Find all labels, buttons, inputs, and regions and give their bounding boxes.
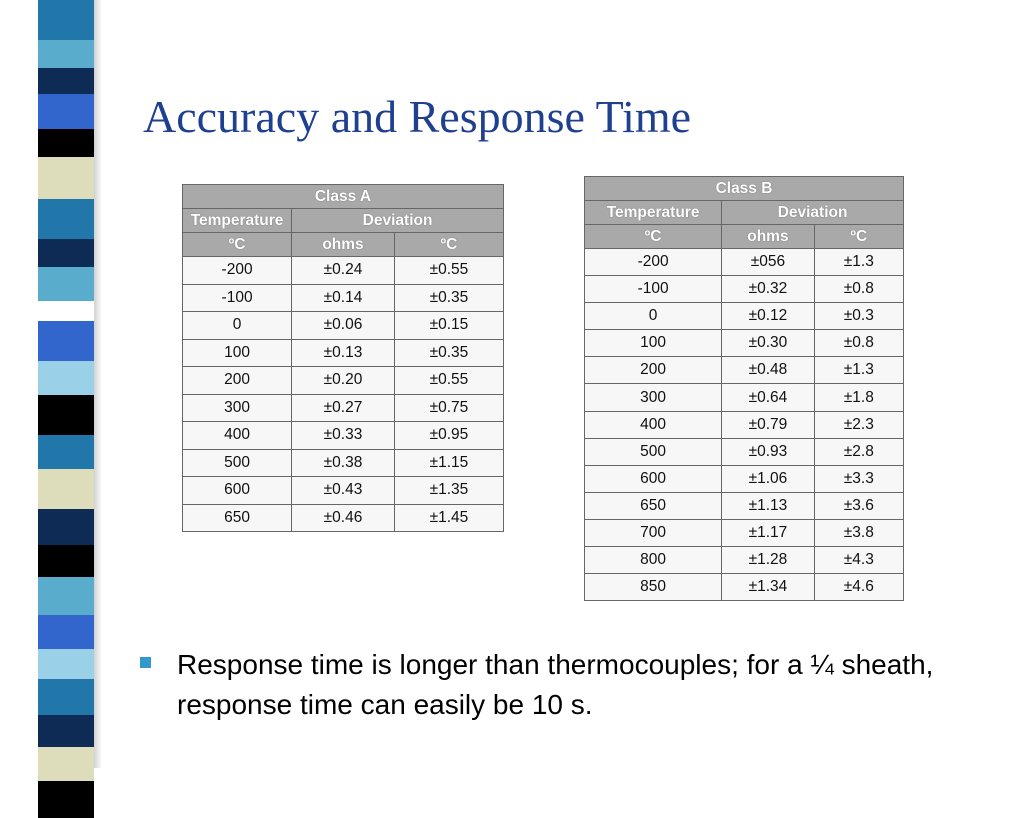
temperature-cell: 100 (183, 339, 292, 367)
square-bullet-icon (140, 657, 151, 668)
celsius-cell: ±1.35 (394, 477, 503, 505)
table-row (183, 394, 504, 422)
ohms-cell: ±0.30 (722, 330, 815, 357)
celsius-cell: ±0.75 (394, 394, 503, 422)
stripe-segment (38, 679, 94, 715)
celsius-cell: ±1.45 (394, 504, 503, 532)
ohms-cell: ±0.93 (722, 438, 815, 465)
stripe-segment (38, 395, 94, 435)
table-row (183, 504, 504, 532)
table-row (585, 384, 904, 411)
ohms-cell: ±0.20 (292, 367, 395, 395)
stripe-segment (38, 301, 94, 321)
table-row (585, 547, 904, 574)
ohms-cell: ±1.34 (722, 574, 815, 601)
ohms-header: ohms (292, 233, 395, 257)
celsius-header: ºC (394, 233, 503, 257)
celsius-cell: ±0.3 (814, 303, 903, 330)
temperature-cell: 700 (585, 519, 722, 546)
class-b-table (584, 176, 904, 601)
celsius-cell: ±3.6 (814, 492, 903, 519)
table-row (585, 357, 904, 384)
celsius-cell: ±0.55 (394, 367, 503, 395)
temperature-cell: -100 (183, 284, 292, 312)
temperature-cell: 200 (585, 357, 722, 384)
ohms-cell: ±1.17 (722, 519, 815, 546)
temperature-cell: 300 (183, 394, 292, 422)
table-row (585, 411, 904, 438)
ohms-cell: ±056 (722, 249, 815, 276)
table-row (183, 367, 504, 395)
table-row (585, 249, 904, 276)
celsius-cell: ±0.95 (394, 422, 503, 450)
ohms-cell: ±0.38 (292, 449, 395, 477)
stripe-segment (38, 0, 94, 40)
temperature-cell: 400 (585, 411, 722, 438)
celsius-cell: ±0.8 (814, 276, 903, 303)
stripe-segment (38, 649, 94, 679)
temperature-cell: -200 (585, 249, 722, 276)
bullet-text: Response time is longer than thermocouples; for a ¼ sheath, response time can easily be 10 s. (177, 649, 934, 720)
temperature-cell: 600 (183, 477, 292, 505)
temperature-cell: -100 (585, 276, 722, 303)
table-row (183, 284, 504, 312)
temperature-cell: 100 (585, 330, 722, 357)
celsius-header: ºC (814, 225, 903, 249)
ohms-cell: ±0.06 (292, 312, 395, 340)
table-row (585, 330, 904, 357)
ohms-cell: ±0.46 (292, 504, 395, 532)
stripe-segment (38, 94, 94, 129)
stripe-segment (38, 157, 94, 199)
deviation-header: Deviation (292, 209, 504, 233)
table-row (585, 465, 904, 492)
table-row (585, 574, 904, 601)
ohms-header: ohms (722, 225, 815, 249)
stripe-segment (38, 40, 94, 68)
ohms-cell: ±0.27 (292, 394, 395, 422)
stripe-segment (38, 435, 94, 469)
ohms-cell: ±0.43 (292, 477, 395, 505)
temperature-cell: 500 (183, 449, 292, 477)
temperature-unit-header: ºC (585, 225, 722, 249)
celsius-cell: ±3.3 (814, 465, 903, 492)
celsius-cell: ±0.35 (394, 339, 503, 367)
ohms-cell: ±0.64 (722, 384, 815, 411)
stripe-segment (38, 361, 94, 395)
stripe-segment (38, 267, 94, 301)
celsius-cell: ±4.3 (814, 547, 903, 574)
table-row (585, 303, 904, 330)
celsius-cell: ±1.8 (814, 384, 903, 411)
stripe-segment (38, 577, 94, 615)
table-row (183, 449, 504, 477)
ohms-cell: ±1.28 (722, 547, 815, 574)
table-row (183, 257, 504, 285)
stripe-segment (38, 715, 94, 747)
celsius-cell: ±0.55 (394, 257, 503, 285)
stripe-segment (38, 129, 94, 157)
temperature-cell: -200 (183, 257, 292, 285)
table-row (585, 492, 904, 519)
slide-title: Accuracy and Response Time (143, 91, 692, 142)
ohms-cell: ±1.13 (722, 492, 815, 519)
stripe-segment (38, 469, 94, 509)
class-a-table (182, 184, 504, 532)
celsius-cell: ±4.6 (814, 574, 903, 601)
temperature-cell: 200 (183, 367, 292, 395)
celsius-cell: ±0.8 (814, 330, 903, 357)
ohms-cell: ±0.32 (722, 276, 815, 303)
bullet-item (140, 645, 1000, 725)
ohms-cell: ±0.12 (722, 303, 815, 330)
ohms-cell: ±0.24 (292, 257, 395, 285)
celsius-cell: ±1.3 (814, 357, 903, 384)
stripe-segment (38, 321, 94, 361)
temperature-cell: 0 (585, 303, 722, 330)
stripe-segment (38, 615, 94, 649)
table-title: Class B (585, 177, 904, 201)
deviation-header: Deviation (722, 201, 904, 225)
table-row (183, 312, 504, 340)
stripe-segment (38, 545, 94, 577)
celsius-cell: ±2.3 (814, 411, 903, 438)
table-row (585, 276, 904, 303)
ohms-cell: ±1.06 (722, 465, 815, 492)
temperature-cell: 0 (183, 312, 292, 340)
stripe-segment (38, 747, 94, 781)
temperature-unit-header: ºC (183, 233, 292, 257)
decorative-stripe (38, 0, 94, 768)
ohms-cell: ±0.79 (722, 411, 815, 438)
temperature-cell: 500 (585, 438, 722, 465)
temperature-cell: 800 (585, 547, 722, 574)
table-title: Class A (183, 185, 504, 209)
ohms-cell: ±0.14 (292, 284, 395, 312)
temperature-cell: 650 (585, 492, 722, 519)
table-row (585, 438, 904, 465)
table-row (585, 519, 904, 546)
temperature-header: Temperature (183, 209, 292, 233)
temperature-cell: 300 (585, 384, 722, 411)
ohms-cell: ±0.13 (292, 339, 395, 367)
celsius-cell: ±0.15 (394, 312, 503, 340)
celsius-cell: ±3.8 (814, 519, 903, 546)
stripe-segment (38, 199, 94, 239)
celsius-cell: ±1.3 (814, 249, 903, 276)
temperature-cell: 600 (585, 465, 722, 492)
stripe-segment (38, 68, 94, 94)
temperature-cell: 650 (183, 504, 292, 532)
stripe-segment (38, 781, 94, 818)
table-row (183, 339, 504, 367)
temperature-header: Temperature (585, 201, 722, 225)
table-row (183, 477, 504, 505)
celsius-cell: ±1.15 (394, 449, 503, 477)
celsius-cell: ±2.8 (814, 438, 903, 465)
stripe-shadow (94, 0, 102, 768)
ohms-cell: ±0.33 (292, 422, 395, 450)
temperature-cell: 400 (183, 422, 292, 450)
temperature-cell: 850 (585, 574, 722, 601)
table-row (183, 422, 504, 450)
celsius-cell: ±0.35 (394, 284, 503, 312)
stripe-segment (38, 239, 94, 267)
stripe-segment (38, 509, 94, 545)
ohms-cell: ±0.48 (722, 357, 815, 384)
